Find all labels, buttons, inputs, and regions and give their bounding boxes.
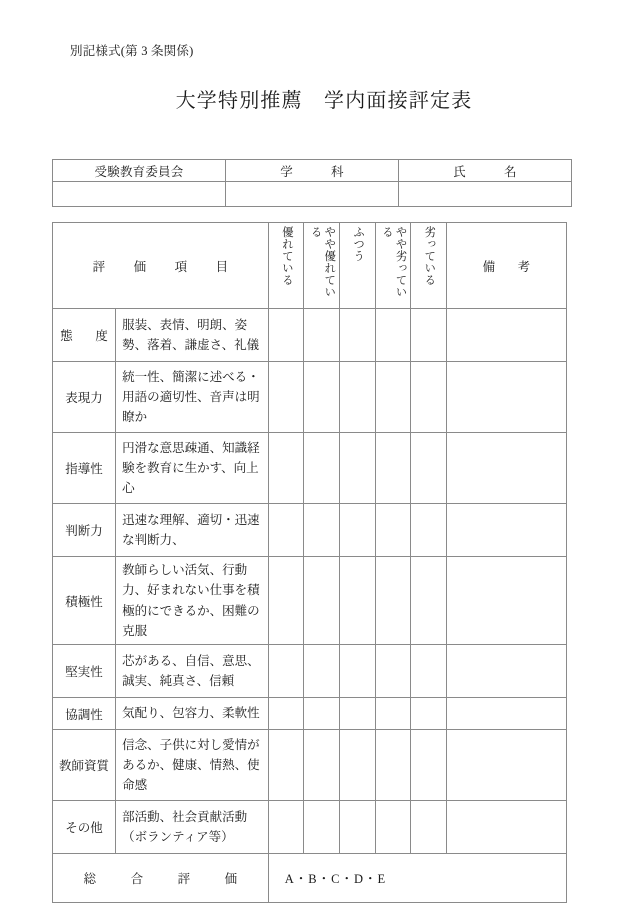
evaluation-row-3-label <box>53 504 116 557</box>
evaluation-row-7-label <box>53 730 116 801</box>
evaluation-row-2-rating-4[interactable] <box>411 433 447 504</box>
evaluation-row-1-rating-1[interactable] <box>304 362 340 433</box>
evaluation-row-3-detail: 迅速な理解、適切・迅速な判断力、 <box>116 504 269 557</box>
table-row <box>53 645 567 698</box>
evaluation-row-5-rating-1[interactable] <box>304 645 340 698</box>
evaluation-row-4-detail: 教師らしい活気、行動力、好まれない仕事を積極的にできるか、困難の克服 <box>116 557 269 645</box>
evaluation-header-rating-average-label: ふつう <box>352 226 365 262</box>
identification-header-name <box>399 160 572 182</box>
table-row <box>53 730 567 801</box>
evaluation-header-rating-inferior <box>411 223 447 309</box>
evaluation-table <box>52 222 567 903</box>
evaluation-row-2-detail: 円滑な意思疎通、知識経験を教育に生かす、向上心 <box>116 433 269 504</box>
evaluation-header-remark <box>446 223 566 309</box>
evaluation-row-1-rating-4[interactable] <box>411 362 447 433</box>
evaluation-row-5-detail: 芯がある、自信、意思、誠実、純真さ、信頼 <box>116 645 269 698</box>
evaluation-row-2-label <box>53 433 116 504</box>
evaluation-row-7-rating-4[interactable] <box>411 730 447 801</box>
evaluation-row-5-remark[interactable] <box>446 645 566 698</box>
evaluation-header-rating-average <box>339 223 375 309</box>
evaluation-row-0-detail: 服装、表情、明朗、姿勢、落着、謙虚さ、礼儀 <box>116 309 269 362</box>
evaluation-row-4-label-text: 積極性 <box>65 594 103 609</box>
evaluation-row-8-detail: 部活動、社会貢献活動（ボランティア等） <box>116 801 269 854</box>
identification-header-committee-label: 受験教育委員会 <box>94 164 184 179</box>
evaluation-row-0-rating-2[interactable] <box>339 309 375 362</box>
evaluation-row-5-label <box>53 645 116 698</box>
evaluation-header-rating-somewhat-inferior <box>375 223 411 309</box>
identification-table <box>52 159 572 207</box>
identification-header-row <box>53 160 572 182</box>
evaluation-row-7-rating-2[interactable] <box>339 730 375 801</box>
evaluation-row-1-label <box>53 362 116 433</box>
evaluation-row-1-rating-3[interactable] <box>375 362 411 433</box>
evaluation-row-3-rating-1[interactable] <box>304 504 340 557</box>
table-row <box>53 557 567 645</box>
evaluation-row-5-rating-0[interactable] <box>268 645 304 698</box>
evaluation-row-8-rating-4[interactable] <box>411 801 447 854</box>
total-evaluation-label-text: 総 合 評 価 <box>83 872 249 886</box>
evaluation-row-1-detail: 統一性、簡潔に述べる・用語の適切性、音声は明瞭か <box>116 362 269 433</box>
evaluation-row-4-label <box>53 557 116 645</box>
evaluation-row-2-rating-2[interactable] <box>339 433 375 504</box>
evaluation-row-6-label-text: 協調性 <box>65 707 103 722</box>
evaluation-row-3-rating-0[interactable] <box>268 504 304 557</box>
evaluation-row-7-remark[interactable] <box>446 730 566 801</box>
evaluation-header-rating-excellent <box>268 223 304 309</box>
table-row <box>53 309 567 362</box>
evaluation-row-4-rating-4[interactable] <box>411 557 447 645</box>
evaluation-row-6-rating-2[interactable] <box>339 698 375 730</box>
evaluation-row-3-label-text: 判断力 <box>65 524 103 538</box>
evaluation-row-4-rating-3[interactable] <box>375 557 411 645</box>
evaluation-row-3-remark[interactable] <box>446 504 566 557</box>
evaluation-row-4-rating-0[interactable] <box>268 557 304 645</box>
evaluation-row-0-rating-3[interactable] <box>375 309 411 362</box>
identification-header-committee <box>53 160 226 182</box>
evaluation-header-rating-excellent-label: 優れている <box>280 226 293 286</box>
evaluation-row-2-rating-0[interactable] <box>268 433 304 504</box>
evaluation-row-5-rating-2[interactable] <box>339 645 375 698</box>
evaluation-row-8-remark[interactable] <box>446 801 566 854</box>
identification-header-department <box>226 160 399 182</box>
evaluation-row-6-label <box>53 698 116 730</box>
evaluation-header-rating-somewhat-excellent-label: やや優れている <box>309 226 336 298</box>
evaluation-row-7-rating-3[interactable] <box>375 730 411 801</box>
evaluation-row-2-rating-1[interactable] <box>304 433 340 504</box>
evaluation-row-6-rating-3[interactable] <box>375 698 411 730</box>
evaluation-row-0-rating-4[interactable] <box>411 309 447 362</box>
evaluation-row-0-label-text: 態 度 <box>60 329 113 343</box>
evaluation-row-4-remark[interactable] <box>446 557 566 645</box>
evaluation-row-4-rating-2[interactable] <box>339 557 375 645</box>
identification-value-row <box>53 182 572 207</box>
identification-field-committee[interactable] <box>53 182 226 207</box>
evaluation-row-6-rating-4[interactable] <box>411 698 447 730</box>
evaluation-row-1-rating-2[interactable] <box>339 362 375 433</box>
evaluation-row-8-label <box>53 801 116 854</box>
evaluation-header-rating-inferior-label: 劣っている <box>423 226 436 286</box>
evaluation-row-0-rating-0[interactable] <box>268 309 304 362</box>
evaluation-row-1-remark[interactable] <box>446 362 566 433</box>
evaluation-header-items-label: 評 価 項 目 <box>92 259 237 274</box>
evaluation-row-1-label-text: 表現力 <box>65 391 103 405</box>
evaluation-header-rating-somewhat-excellent <box>304 223 340 309</box>
evaluation-row-0-label <box>53 309 116 362</box>
table-row <box>53 801 567 854</box>
evaluation-row-4-rating-1[interactable] <box>304 557 340 645</box>
evaluation-row-8-rating-3[interactable] <box>375 801 411 854</box>
evaluation-row-0-remark[interactable] <box>446 309 566 362</box>
identification-header-name-label: 氏 名 <box>453 164 517 179</box>
evaluation-row-1-rating-0[interactable] <box>268 362 304 433</box>
table-row <box>53 362 567 433</box>
evaluation-header-row <box>53 223 567 309</box>
evaluation-row-7-label-text: 教師資質 <box>59 759 110 773</box>
evaluation-row-6-detail: 気配り、包容力、柔軟性 <box>116 698 269 730</box>
evaluation-row-6-remark[interactable] <box>446 698 566 730</box>
total-evaluation-value[interactable]: A・B・C・D・E <box>268 854 566 903</box>
evaluation-row-2-label-text: 指導性 <box>65 462 103 476</box>
identification-header-department-label: 学 科 <box>280 164 344 179</box>
evaluation-row-8-rating-0[interactable] <box>268 801 304 854</box>
evaluation-row-2-remark[interactable] <box>446 433 566 504</box>
evaluation-row-5-label-text: 堅実性 <box>65 665 103 679</box>
evaluation-row-7-rating-0[interactable] <box>268 730 304 801</box>
evaluation-row-6-rating-1[interactable] <box>304 698 340 730</box>
evaluation-row-0-rating-1[interactable] <box>304 309 340 362</box>
evaluation-row-8-label-text: その他 <box>65 821 103 835</box>
page-title: 大学特別推薦 学内面接評定表 <box>175 90 473 112</box>
table-row <box>53 433 567 504</box>
identification-field-department[interactable] <box>226 182 399 207</box>
evaluation-row-2-rating-3[interactable] <box>375 433 411 504</box>
total-evaluation-label <box>53 854 269 903</box>
evaluation-row-3-rating-2[interactable] <box>339 504 375 557</box>
evaluation-row-6-rating-0[interactable] <box>268 698 304 730</box>
table-row <box>53 698 567 730</box>
evaluation-row-8-rating-1[interactable] <box>304 801 340 854</box>
evaluation-row-3-rating-3[interactable] <box>375 504 411 557</box>
evaluation-row-8-rating-2[interactable] <box>339 801 375 854</box>
evaluation-row-7-detail: 信念、子供に対し愛情があるか、健康、情熱、使命感 <box>116 730 269 801</box>
evaluation-row-5-rating-3[interactable] <box>375 645 411 698</box>
evaluation-row-5-rating-4[interactable] <box>411 645 447 698</box>
total-evaluation-row <box>53 854 567 903</box>
evaluation-row-7-rating-1[interactable] <box>304 730 340 801</box>
evaluation-header-remark-label: 備 考 <box>482 259 536 274</box>
evaluation-row-3-rating-4[interactable] <box>411 504 447 557</box>
identification-field-name[interactable] <box>399 182 572 207</box>
table-row <box>53 504 567 557</box>
evaluation-header-rating-somewhat-inferior-label: やや劣っている <box>380 226 407 298</box>
document-reference: 別記様式(第 3 条関係) <box>70 44 194 58</box>
evaluation-header-items <box>53 223 269 309</box>
